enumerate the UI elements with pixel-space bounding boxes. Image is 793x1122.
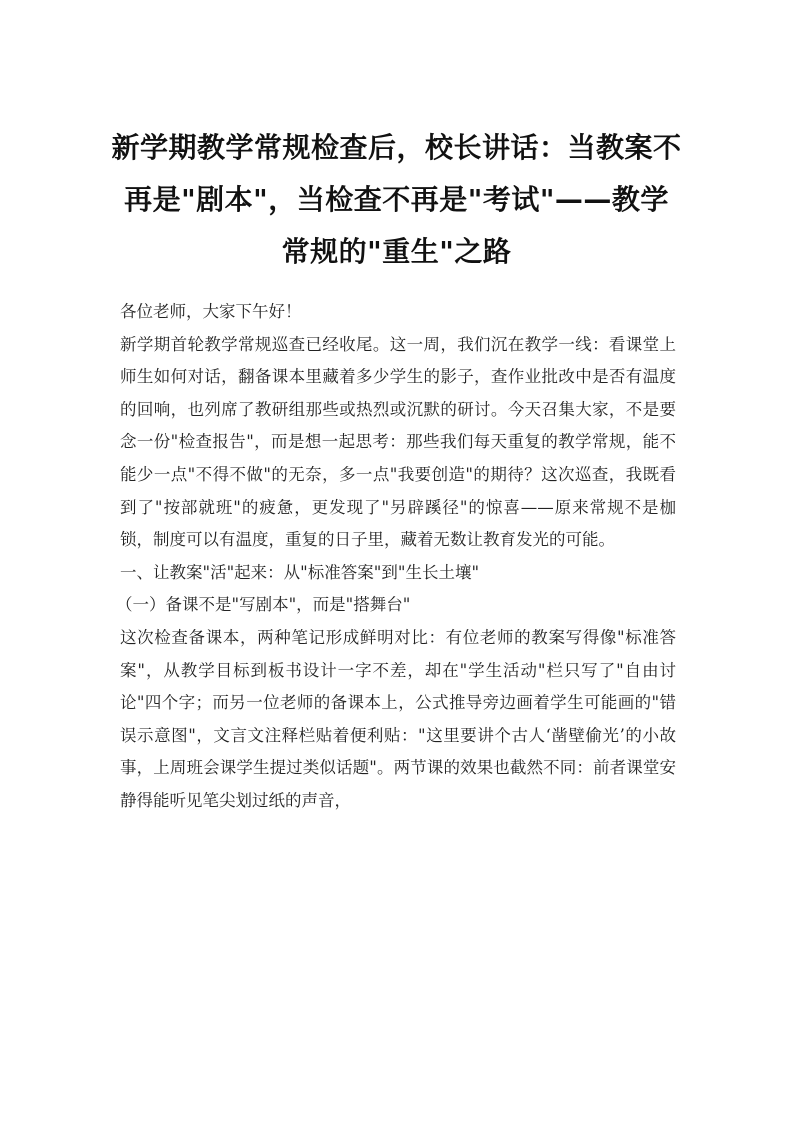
document-body: [116, 296, 676, 818]
intro-paragraph: 新学期首轮教学常规巡查已经收尾。这一周，我们沉在教学一线：看课堂上师生如何对话，翻备课本里藏着多少学生的影子，查作业批改中是否有温度的回响，也列席了教研组那些或热烈或沉默的研讨。今天召集大家，不是要念一份"检查报告"，而是想一起思考：那些我们每天重复的教学常规，能不能少一点"不得不做"的无奈，多一点"我要创造"的期待？这次巡查，我既看到了"按部就班"的疲惫，更发现了"另辟蹊径"的惊喜——原来常规不是枷锁，制度可以有温度，重复的日子里，藏着无数让教育发光的可能。: [120, 334, 676, 550]
subsection-paragraph: 这次检查备课本，两种笔记形成鲜明对比：有位老师的教案写得像"标准答案"，从教学目标到板书设计一字不差，却在"学生活动"栏只写了"自由讨论"四个字；而另一位老师的备课本上，公式推导旁边画着学生可能画的"错误示意图"，文言文注释栏贴着便利贴："这里要讲个古人‘凿壁偷光’的小故事，上周班会课学生提过类似话题"。两节课的效果也截然不同：前者课堂安静得能听见笔尖划过纸的声音，: [120, 627, 676, 810]
document-title: 新学期教学常规检查后，校长讲话：当教案不再是"剧本"，当检查不再是"考试"——教学常规的"重生"之路: [111, 131, 682, 268]
section-heading: 一、让教案"活"起来：从"标准答案"到"生长土壤": [120, 562, 480, 582]
subsection-heading: （一）备课不是"写剧本"，而是"搭舞台": [116, 595, 411, 615]
greeting-paragraph: 各位老师，大家下午好！: [120, 302, 302, 321]
